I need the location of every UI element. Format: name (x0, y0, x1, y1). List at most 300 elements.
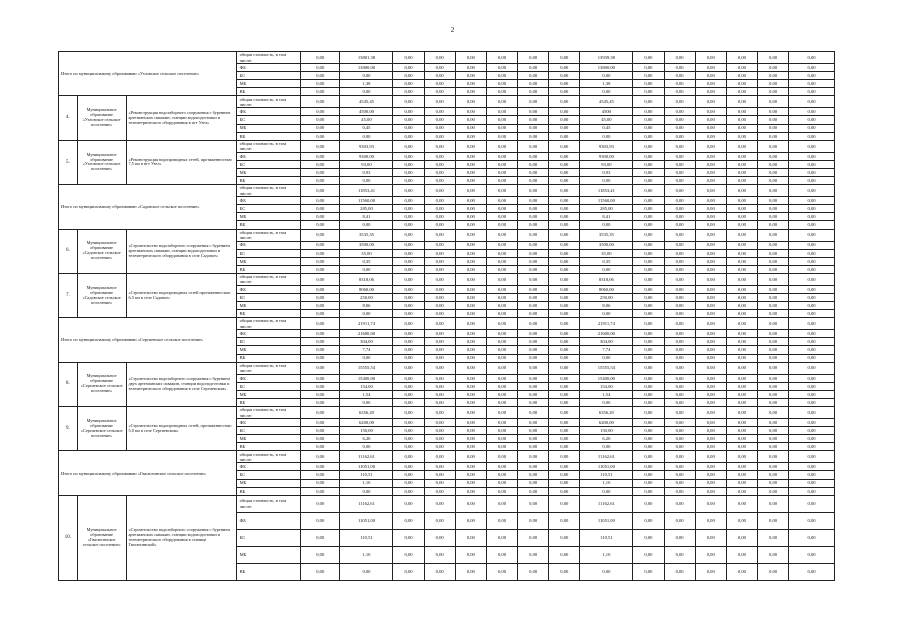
value-cell: 0,00 (455, 546, 486, 563)
value-cell: 0,00 (664, 398, 695, 406)
value-cell: 0,00 (789, 160, 835, 168)
value-cell: 0,00 (486, 80, 517, 88)
value-cell: 0,00 (455, 443, 486, 451)
sum-cell: 304,00 (580, 338, 633, 346)
value-cell: 0,00 (726, 213, 757, 221)
value-cell: 0,00 (301, 213, 340, 221)
value-cell: 0,00 (695, 221, 726, 229)
value-cell: 0,00 (549, 407, 580, 419)
value-cell: 0,00 (301, 330, 340, 338)
value-cell: 0,00 (549, 185, 580, 197)
value-cell: 0,00 (757, 88, 788, 96)
value-cell: 0,00 (424, 354, 455, 362)
value-cell: 0,00 (695, 495, 726, 512)
sum-cell: 110,51 (580, 529, 633, 546)
value-cell: 0,00 (424, 338, 455, 346)
value-cell: 0,00 (518, 563, 549, 580)
value-cell: 0,00 (664, 108, 695, 116)
value-cell: 0,00 (486, 152, 517, 160)
value-cell: 0,00 (486, 374, 517, 382)
value-cell: 0,00 (633, 293, 664, 301)
value-cell: 0,00 (664, 285, 695, 293)
sum-cell: 0,00 (580, 177, 633, 185)
value-cell: 0,00 (549, 318, 580, 330)
value-cell: 0,00 (726, 479, 757, 487)
value-cell: 0,00 (549, 382, 580, 390)
value-cell: 0,00 (424, 495, 455, 512)
value-cell: 0,00 (726, 185, 757, 197)
value-cell: 0,00 (518, 487, 549, 495)
value-cell: 0,00 (664, 407, 695, 419)
funding-source: общая стоимость, в том числе: (236, 451, 300, 463)
value-cell: 0,00 (664, 257, 695, 265)
value-cell: 0,00 (455, 390, 486, 398)
value-cell: 0,00 (695, 249, 726, 257)
value-cell: 0,00 (455, 177, 486, 185)
value-cell: 0,00 (486, 495, 517, 512)
value-cell: 0,00 (726, 160, 757, 168)
value-cell: 0,00 (393, 318, 424, 330)
value-cell: 0,00 (664, 177, 695, 185)
value-cell: 0,00 (549, 346, 580, 354)
value-cell: 0,00 (549, 273, 580, 285)
value-cell: 0,00 (301, 302, 340, 310)
value-cell: 0,00 (695, 318, 726, 330)
value-cell: 0,00 (549, 293, 580, 301)
value-cell: 0,00 (695, 563, 726, 580)
funding-source: МБ (236, 257, 300, 265)
value-cell: 0,00 (301, 354, 340, 362)
sum-cell: 7,74 (580, 346, 633, 354)
value-cell: 0,00 (301, 273, 340, 285)
value-cell: 0,00 (757, 52, 788, 64)
value-cell: 0,00 (726, 512, 757, 529)
value-cell: 0,00 (486, 529, 517, 546)
page-number: 2 (450, 26, 455, 34)
value-cell: 0,00 (518, 221, 549, 229)
value-cell: 0,00 (664, 132, 695, 140)
value-cell: 4545,45 (340, 96, 393, 108)
funding-source: общая стоимость, в том числе: (236, 140, 300, 152)
value-cell: 0,00 (789, 330, 835, 338)
value-cell: 0,00 (789, 318, 835, 330)
value-cell: 0,00 (633, 407, 664, 419)
value-cell: 0,00 (455, 116, 486, 124)
value-cell: 0,00 (633, 265, 664, 273)
value-cell: 0,00 (424, 463, 455, 471)
sum-cell: 6356,20 (580, 407, 633, 419)
value-cell: 0,00 (633, 318, 664, 330)
value-cell: 0,00 (455, 419, 486, 427)
value-cell: 0,00 (455, 529, 486, 546)
value-cell: 0,00 (664, 152, 695, 160)
value-cell: 0,00 (301, 407, 340, 419)
value-cell: 0,00 (549, 471, 580, 479)
table-row (59, 451, 835, 463)
value-cell: 8,06 (340, 302, 393, 310)
value-cell: 0,00 (393, 285, 424, 293)
sum-cell: 93,00 (580, 160, 633, 168)
value-cell: 0,00 (789, 362, 835, 374)
value-cell: 0,00 (633, 116, 664, 124)
funding-source: БС (236, 382, 300, 390)
value-cell: 0,00 (664, 419, 695, 427)
value-cell: 0,00 (455, 407, 486, 419)
value-cell: 0,00 (789, 338, 835, 346)
funding-source: ВБ (236, 177, 300, 185)
value-cell: 4500,00 (340, 108, 393, 116)
value-cell: 0,00 (518, 249, 549, 257)
value-cell: 0,00 (301, 257, 340, 265)
funding-source: БС (236, 293, 300, 301)
value-cell: 0,00 (455, 80, 486, 88)
value-cell: 0,00 (518, 310, 549, 318)
value-cell: 0,00 (486, 407, 517, 419)
value-cell: 0,00 (340, 354, 393, 362)
sum-cell: 21911,74 (580, 318, 633, 330)
value-cell: 0,00 (549, 168, 580, 176)
funding-source: ВБ (236, 88, 300, 96)
value-cell: 0,00 (424, 140, 455, 152)
value-cell: 0,00 (301, 427, 340, 435)
value-cell: 0,00 (789, 205, 835, 213)
value-cell: 0,00 (757, 265, 788, 273)
value-cell: 0,00 (664, 197, 695, 205)
value-cell: 0,00 (757, 382, 788, 390)
value-cell: 0,00 (518, 140, 549, 152)
value-cell: 0,00 (789, 241, 835, 249)
value-cell: 0,00 (757, 546, 788, 563)
value-cell: 0,00 (757, 427, 788, 435)
sum-cell: 35,00 (580, 249, 633, 257)
value-cell: 0,00 (757, 563, 788, 580)
value-cell: 0,00 (633, 80, 664, 88)
value-cell: 0,00 (301, 185, 340, 197)
value-cell: 0,00 (695, 273, 726, 285)
value-cell: 0,00 (455, 197, 486, 205)
value-cell: 0,00 (301, 96, 340, 108)
value-cell: 0,00 (455, 302, 486, 310)
value-cell: 0,00 (789, 487, 835, 495)
value-cell: 0,00 (664, 463, 695, 471)
value-cell: 0,00 (486, 197, 517, 205)
value-cell: 6356,20 (340, 407, 393, 419)
value-cell: 0,00 (726, 257, 757, 265)
funding-source: БС (236, 72, 300, 80)
value-cell: 8318,06 (340, 273, 393, 285)
value-cell: 0,00 (518, 463, 549, 471)
value-cell: 0,00 (518, 257, 549, 265)
value-cell: 0,00 (664, 52, 695, 64)
value-cell: 0,00 (726, 546, 757, 563)
value-cell: 0,00 (757, 354, 788, 362)
value-cell: 8,41 (340, 213, 393, 221)
value-cell: 0,00 (757, 293, 788, 301)
value-cell: 0,00 (455, 293, 486, 301)
value-cell: 0,00 (393, 249, 424, 257)
value-cell: 0,00 (695, 124, 726, 132)
value-cell: 0,00 (757, 338, 788, 346)
value-cell: 0,00 (393, 160, 424, 168)
value-cell: 0,00 (549, 197, 580, 205)
value-cell: 0,00 (549, 354, 580, 362)
value-cell: 11051,00 (340, 512, 393, 529)
value-cell: 0,00 (757, 512, 788, 529)
value-cell: 0,00 (789, 382, 835, 390)
value-cell: 0,00 (301, 338, 340, 346)
value-cell: 0,00 (695, 168, 726, 176)
value-cell: 0,00 (633, 487, 664, 495)
value-cell: 0,00 (455, 124, 486, 132)
value-cell: 0,00 (301, 52, 340, 64)
value-cell: 0,00 (664, 80, 695, 88)
value-cell: 0,00 (726, 310, 757, 318)
value-cell: 0,00 (757, 451, 788, 463)
value-cell: 0,00 (664, 185, 695, 197)
value-cell: 0,00 (393, 132, 424, 140)
value-cell: 0,00 (695, 88, 726, 96)
value-cell: 0,00 (301, 265, 340, 273)
value-cell: 0,00 (695, 229, 726, 241)
funding-source: ВБ (236, 132, 300, 140)
value-cell: 0,00 (664, 160, 695, 168)
value-cell: 0,00 (789, 229, 835, 241)
funding-source: ФБ (236, 419, 300, 427)
value-cell: 0,00 (789, 249, 835, 257)
value-cell: 0,00 (393, 382, 424, 390)
sum-cell: 0,00 (580, 563, 633, 580)
value-cell: 0,00 (424, 346, 455, 354)
funding-source: общая стоимость, в том числе: (236, 318, 300, 330)
value-cell: 13800,00 (340, 64, 393, 72)
funding-source: общая стоимость, в том числе: (236, 229, 300, 241)
value-cell: 11560,00 (340, 197, 393, 205)
table-row (59, 495, 835, 512)
value-cell: 0,00 (726, 382, 757, 390)
value-cell: 0,00 (455, 427, 486, 435)
financing-table (58, 51, 835, 581)
object-name: «Строительство водопроводных сетей протяженностью 6,5 км в селе Садовое» (126, 273, 236, 317)
value-cell: 0,00 (726, 64, 757, 72)
value-cell: 0,00 (301, 140, 340, 152)
value-cell: 0,00 (486, 265, 517, 273)
sum-cell: 15555,54 (580, 362, 633, 374)
value-cell: 0,00 (695, 72, 726, 80)
value-cell: 0,00 (757, 96, 788, 108)
value-cell: 0,00 (486, 132, 517, 140)
value-cell: 0,00 (424, 80, 455, 88)
funding-source: ФБ (236, 285, 300, 293)
value-cell: 0,00 (633, 354, 664, 362)
funding-source: ВБ (236, 310, 300, 318)
value-cell: 0,00 (424, 205, 455, 213)
value-cell: 0,00 (393, 374, 424, 382)
value-cell: 0,00 (695, 302, 726, 310)
value-cell: 9300,00 (340, 152, 393, 160)
value-cell: 0,00 (726, 362, 757, 374)
value-cell: 0,00 (757, 374, 788, 382)
value-cell: 0,00 (757, 241, 788, 249)
value-cell: 0,00 (393, 221, 424, 229)
value-cell: 0,00 (726, 451, 757, 463)
value-cell: 0,00 (789, 529, 835, 546)
value-cell: 0,00 (393, 346, 424, 354)
value-cell: 0,00 (301, 108, 340, 116)
sum-cell: 0,00 (580, 354, 633, 362)
value-cell: 0,00 (633, 197, 664, 205)
value-cell: 0,00 (424, 88, 455, 96)
value-cell: 0,00 (393, 398, 424, 406)
value-cell: 0,00 (757, 221, 788, 229)
value-cell: 0,00 (664, 374, 695, 382)
funding-source: ФБ (236, 108, 300, 116)
value-cell: 0,00 (695, 160, 726, 168)
value-cell: 0,00 (340, 563, 393, 580)
value-cell: 0,00 (664, 330, 695, 338)
table-row (59, 318, 835, 330)
value-cell: 0,00 (455, 318, 486, 330)
value-cell: 0,00 (486, 435, 517, 443)
table-row (59, 52, 835, 64)
value-cell: 0,00 (664, 318, 695, 330)
value-cell: 0,00 (455, 265, 486, 273)
value-cell: 285,00 (340, 205, 393, 213)
funding-source: ФБ (236, 64, 300, 72)
value-cell: 0,00 (518, 160, 549, 168)
value-cell: 0,00 (757, 310, 788, 318)
value-cell: 0,00 (301, 64, 340, 72)
value-cell: 0,00 (424, 257, 455, 265)
value-cell: 0,00 (518, 419, 549, 427)
value-cell: 0,00 (393, 512, 424, 529)
value-cell: 9303,93 (340, 140, 393, 152)
value-cell: 0,00 (664, 495, 695, 512)
value-cell: 0,00 (301, 435, 340, 443)
funding-source: ВБ (236, 443, 300, 451)
value-cell: 0,00 (424, 382, 455, 390)
value-cell: 0,00 (633, 273, 664, 285)
value-cell: 0,00 (424, 72, 455, 80)
value-cell: 0,00 (455, 512, 486, 529)
value-cell: 0,00 (393, 354, 424, 362)
value-cell: 0,00 (455, 471, 486, 479)
value-cell: 0,00 (695, 463, 726, 471)
value-cell: 0,00 (664, 382, 695, 390)
value-cell: 0,00 (633, 241, 664, 249)
value-cell: 0,00 (486, 382, 517, 390)
value-cell: 0,00 (393, 177, 424, 185)
value-cell: 0,00 (757, 72, 788, 80)
sum-cell: 9303,93 (580, 140, 633, 152)
value-cell: 0,00 (695, 177, 726, 185)
value-cell: 0,00 (695, 346, 726, 354)
value-cell: 0,00 (301, 563, 340, 580)
value-cell: 0,00 (340, 443, 393, 451)
value-cell: 0,00 (518, 132, 549, 140)
value-cell: 0,00 (695, 293, 726, 301)
value-cell: 0,00 (664, 390, 695, 398)
value-cell: 0,00 (393, 419, 424, 427)
value-cell: 0,00 (726, 265, 757, 273)
value-cell: 0,00 (726, 293, 757, 301)
value-cell: 0,00 (726, 495, 757, 512)
value-cell: 0,00 (633, 563, 664, 580)
sum-cell: 0,00 (580, 221, 633, 229)
group-total-title: Итого по муниципальному образованию «Узловское сельское поселение» (59, 52, 237, 96)
value-cell: 0,00 (455, 64, 486, 72)
value-cell: 0,00 (726, 471, 757, 479)
value-cell: 0,00 (424, 177, 455, 185)
value-cell: 0,00 (664, 471, 695, 479)
value-cell: 0,00 (695, 419, 726, 427)
value-cell: 0,00 (518, 512, 549, 529)
value-cell: 0,00 (393, 471, 424, 479)
value-cell: 0,00 (664, 88, 695, 96)
value-cell: 0,00 (726, 80, 757, 88)
value-cell: 0,00 (726, 140, 757, 152)
value-cell: 0,00 (393, 205, 424, 213)
value-cell: 0,00 (695, 96, 726, 108)
value-cell: 0,00 (789, 221, 835, 229)
value-cell: 0,00 (664, 529, 695, 546)
value-cell: 93,00 (340, 160, 393, 168)
value-cell: 0,00 (424, 160, 455, 168)
value-cell: 0,00 (633, 88, 664, 96)
value-cell: 0,00 (549, 132, 580, 140)
sum-cell: 0,35 (580, 257, 633, 265)
value-cell: 0,00 (424, 471, 455, 479)
funding-source: общая стоимость, в том числе: (236, 96, 300, 108)
value-cell: 11051,00 (340, 463, 393, 471)
value-cell: 0,00 (664, 229, 695, 241)
value-cell: 0,00 (633, 221, 664, 229)
value-cell: 0,00 (789, 257, 835, 265)
value-cell: 0,00 (301, 221, 340, 229)
value-cell: 0,00 (486, 451, 517, 463)
value-cell: 0,00 (633, 52, 664, 64)
value-cell: 0,00 (633, 229, 664, 241)
funding-source: БС (236, 116, 300, 124)
value-cell: 0,00 (633, 463, 664, 471)
value-cell: 0,00 (789, 346, 835, 354)
value-cell: 0,00 (726, 108, 757, 116)
value-cell: 0,00 (695, 471, 726, 479)
value-cell: 0,00 (664, 546, 695, 563)
value-cell: 0,00 (424, 529, 455, 546)
value-cell: 0,00 (664, 168, 695, 176)
value-cell: 0,00 (340, 177, 393, 185)
value-cell: 0,00 (518, 177, 549, 185)
value-cell: 0,00 (301, 382, 340, 390)
value-cell: 0,00 (393, 310, 424, 318)
row-number: 5. (59, 140, 78, 184)
value-cell: 0,00 (549, 479, 580, 487)
value-cell: 0,00 (549, 529, 580, 546)
value-cell: 0,00 (424, 362, 455, 374)
value-cell: 0,00 (301, 374, 340, 382)
value-cell: 0,00 (518, 443, 549, 451)
value-cell: 0,00 (549, 213, 580, 221)
value-cell: 0,00 (726, 96, 757, 108)
value-cell: 0,00 (486, 390, 517, 398)
value-cell: 0,00 (424, 398, 455, 406)
value-cell: 0,00 (726, 152, 757, 160)
value-cell: 0,00 (664, 221, 695, 229)
sum-cell: 11853,41 (580, 185, 633, 197)
value-cell: 0,00 (455, 346, 486, 354)
funding-source: ФБ (236, 512, 300, 529)
value-cell: 0,00 (518, 185, 549, 197)
